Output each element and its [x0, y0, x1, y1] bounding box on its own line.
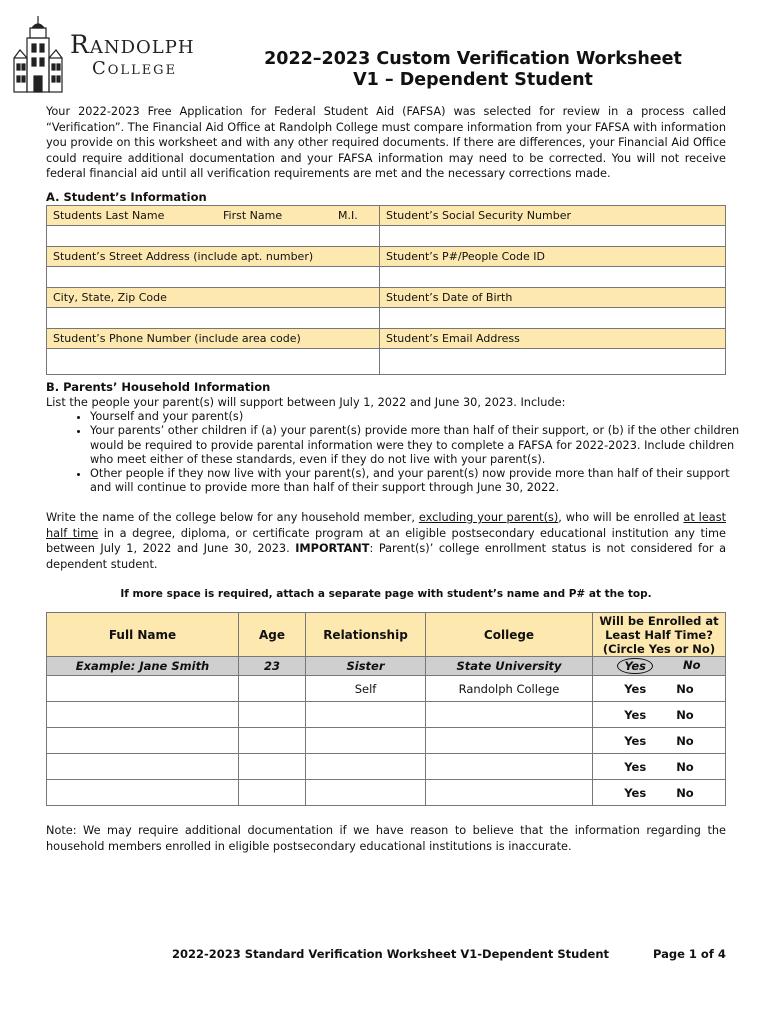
relationship-cell[interactable]: [306, 702, 426, 728]
header-college: College: [426, 613, 593, 657]
yes-option[interactable]: Yes: [624, 733, 647, 748]
example-age: 23: [239, 657, 306, 676]
no-option[interactable]: No: [676, 681, 694, 696]
pnum-field[interactable]: [380, 267, 726, 288]
enrolled-cell: [593, 728, 726, 754]
phone-label: Student’s Phone Number (include area code): [47, 329, 380, 349]
college-cell[interactable]: [426, 780, 593, 806]
address-label: Student’s Street Address (include apt. number): [47, 247, 380, 267]
name-labels-cell: [47, 206, 380, 226]
relationship-cell[interactable]: [306, 754, 426, 780]
address-field[interactable]: [47, 267, 380, 288]
section-a-heading: A. Student’s Information: [46, 190, 207, 204]
yes-option[interactable]: Yes: [624, 707, 647, 722]
relationship-cell[interactable]: [306, 780, 426, 806]
city-field[interactable]: [47, 308, 380, 329]
note-paragraph: Note: We may require additional documentation if we have reason to believe that the information regarding the household members enrolled in eligible postsecondary educational institutions is inaccurate.: [46, 824, 726, 853]
list-item: • Yourself and your parent(s): [90, 410, 750, 424]
example-row: [47, 657, 726, 676]
table-row: [47, 702, 726, 728]
email-label: Student’s Email Address: [380, 329, 726, 349]
ssn-field[interactable]: [380, 226, 726, 247]
no-option[interactable]: No: [676, 733, 694, 748]
name-cell[interactable]: [47, 728, 239, 754]
document-title: 2022–2023 Custom Verification Worksheet: [264, 49, 682, 69]
relationship-cell[interactable]: Self: [306, 676, 426, 702]
list-item: • Your parents’ other children if (a) your parent(s) provide more than half of their support, or (b) if the other children would be required to provide parental information were they to complete a FAFSA for 2022-2023. Include children who meet either of these standards, even if they do not live with your parent(s).: [90, 424, 750, 467]
age-cell[interactable]: [239, 676, 306, 702]
college-instructions: Write the name of the college below for any household member, excluding your parent(s), who will be enrolled at least half time in a degree, diploma, or certificate program at an eligible postsecondary educational institution any time between July 1, 2022 and June 30, 2023. IMPORTANT: Parent(s)’ college enrollment status is not considered for a dependent student.: [46, 511, 727, 571]
household-table: [46, 612, 726, 806]
no-option[interactable]: No: [676, 707, 694, 722]
example-college: State University: [426, 657, 593, 676]
example-name: Example: Jane Smith: [47, 657, 239, 676]
pnum-label: Student’s P#/People Code ID: [380, 247, 726, 267]
example-relationship: Sister: [306, 657, 426, 676]
include-list: [66, 410, 750, 496]
table-row: [47, 754, 726, 780]
dob-field[interactable]: [380, 308, 726, 329]
section-b-heading: B. Parents’ Household Information: [46, 380, 271, 394]
dob-label: Student’s Date of Birth: [380, 288, 726, 308]
header-relationship: Relationship: [306, 613, 426, 657]
enrolled-cell: [593, 780, 726, 806]
footer-title: 2022-2023 Standard Verification Worksheet V1-Dependent Student: [172, 947, 609, 961]
phone-field[interactable]: [47, 349, 380, 375]
no-option[interactable]: No: [676, 759, 694, 774]
section-b-intro: List the people your parent(s) will support between July 1, 2022 and June 30, 2023. Include:: [46, 396, 566, 409]
name-field[interactable]: [47, 226, 380, 247]
relationship-cell[interactable]: [306, 728, 426, 754]
first-name-label: First Name: [223, 209, 283, 222]
enrolled-cell: [593, 754, 726, 780]
logo-college: College: [92, 58, 178, 79]
age-cell[interactable]: [239, 754, 306, 780]
student-info-table: [46, 205, 726, 375]
table-row: [47, 676, 726, 702]
no-option[interactable]: No: [676, 785, 694, 800]
example-no: No: [682, 658, 701, 672]
name-cell[interactable]: [47, 780, 239, 806]
age-cell[interactable]: [239, 702, 306, 728]
last-name-label: Students Last Name: [53, 209, 165, 222]
name-cell[interactable]: [47, 676, 239, 702]
name-cell[interactable]: [47, 754, 239, 780]
header-age: Age: [239, 613, 306, 657]
header-full-name: Full Name: [47, 613, 239, 657]
ssn-label: Student’s Social Security Number: [380, 206, 726, 226]
list-item: • Other people if they now live with your parent(s), and your parent(s) now provide more than half of their support and will continue to provide more than half of their support through June 30, 2022.: [90, 467, 750, 496]
enrolled-cell: [593, 702, 726, 728]
college-cell[interactable]: [426, 754, 593, 780]
college-cell[interactable]: [426, 702, 593, 728]
attach-note: If more space is required, attach a separate page with student’s name and P# at the top.: [120, 588, 652, 600]
yes-option[interactable]: Yes: [624, 759, 647, 774]
table-row: [47, 728, 726, 754]
document-subtitle: V1 – Dependent Student: [353, 70, 593, 90]
age-cell[interactable]: [239, 728, 306, 754]
header-enrolled: Will be Enrolled at Least Half Time? (Circle Yes or No): [593, 613, 726, 657]
college-cell[interactable]: [426, 728, 593, 754]
city-label: City, State, Zip Code: [47, 288, 380, 308]
enrolled-cell: [593, 676, 726, 702]
logo-name: Randolph: [70, 30, 195, 59]
mi-label: M.I.: [338, 209, 358, 222]
intro-paragraph: Your 2022-2023 Free Application for Federal Student Aid (FAFSA) was selected for review in a process called “Verification”. The Financial Aid Office at Randolph College must compare information from your FAFSA with information you provide on this worksheet and with any other required documents. If there are differences, your Financial Aid Office could require additional documentation and your FAFSA information may need to be corrected. You will not receive federal financial aid until all verification requirements are met and the necessary corrections made.: [46, 105, 726, 180]
college-cell[interactable]: Randolph College: [426, 676, 593, 702]
example-yes-circled: Yes: [617, 658, 653, 674]
email-field[interactable]: [380, 349, 726, 375]
yes-option[interactable]: Yes: [624, 785, 647, 800]
age-cell[interactable]: [239, 780, 306, 806]
page-number: Page 1 of 4: [653, 947, 726, 961]
example-enrolled: [593, 657, 726, 676]
table-row: [47, 780, 726, 806]
name-cell[interactable]: [47, 702, 239, 728]
yes-option[interactable]: Yes: [624, 681, 647, 696]
